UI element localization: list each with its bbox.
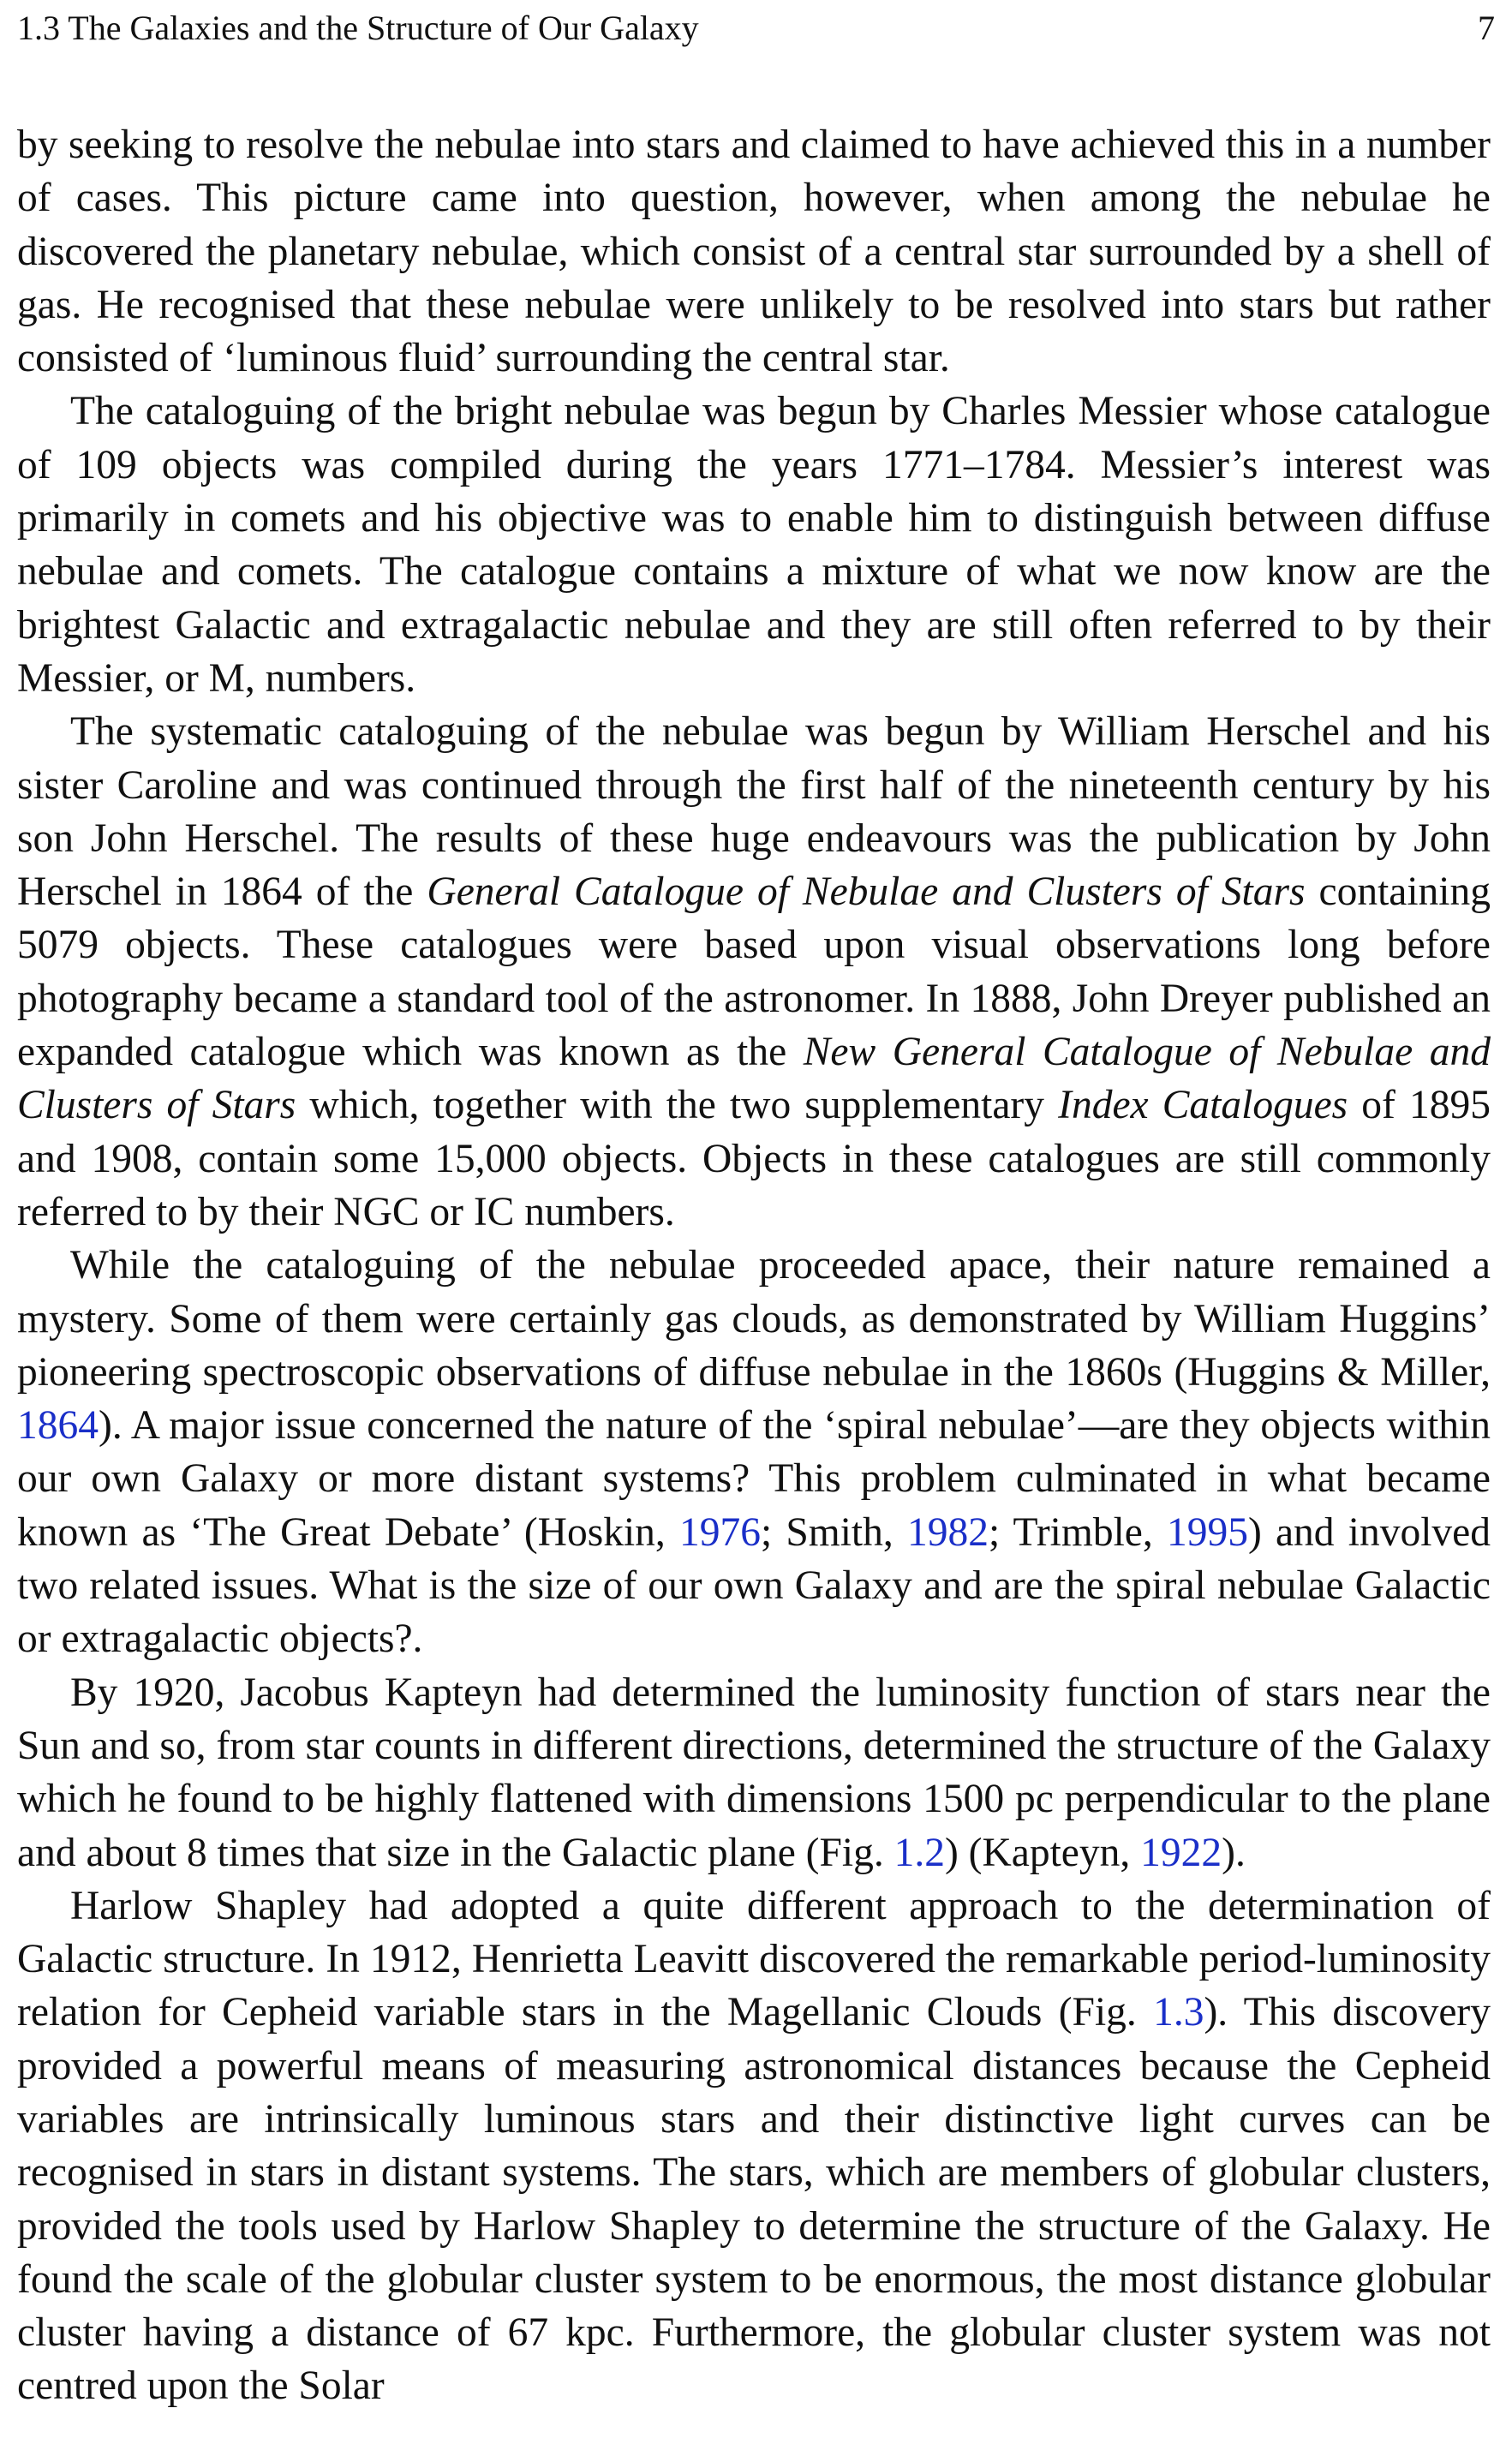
measurement-value: 1500 pc	[923, 1777, 1054, 1822]
measurement-value: 67 kpc	[507, 2310, 625, 2356]
paragraph-herschel-catalogues	[17, 705, 1491, 1239]
figure-link-1-2[interactable]: 1.2	[893, 1830, 945, 1875]
text-run: which, together with the two supplementary	[296, 1083, 1059, 1128]
paragraph-shapley	[17, 1879, 1491, 2413]
figure-link-1-3[interactable]: 1.3	[1153, 1990, 1204, 2035]
text-run: By 1920, Jacobus Kapteyn had determined the luminosity function of stars near the Sun and so, from star counts in different directions, determined the structure of the Galaxy which he found to be highly flattened with dimensions	[17, 1670, 1491, 1822]
paragraph-continuation: by seeking to resolve the nebulae into stars and claimed to have achieved this in a number of cases. This picture came into question, however, when among the nebulae he discovered the planetary nebulae, which consist of a central star surrounded by a shell of gas. He recognised that these nebulae were unlikely to be resolved into stars but rather consisted of ‘luminous fluid’ surrounding the central star.	[17, 122, 1491, 381]
text-run: The systematic cataloguing of the nebulae was begun by William Herschel and his sister Caroline and was continued through the first half of the nineteenth century by his son John Herschel. The results of these huge endeavours was the publication by John Herschel in 1864 of the	[17, 709, 1491, 915]
body-text	[17, 118, 1491, 2413]
section-title: 1.3 The Galaxies and the Structure of Our Galaxy	[17, 9, 699, 47]
citation-link-huggins-1864[interactable]: 1864	[17, 1403, 99, 1449]
citation-link-trimble-1995[interactable]: 1995	[1166, 1509, 1248, 1555]
paragraph-messier: The cataloguing of the bright nebulae was begun by Charles Messier whose catalogue of 109 objects was compiled during the years 1771–1784. Messier’s interest was primarily in comets and his objective was to enable him to distinguish between diffuse nebulae and comets. The catalogue contains a mixture of what we now know are the brightest Galactic and extragalactic nebulae and they are still often referred to by their Messier, or M, numbers.	[17, 389, 1491, 701]
text-run: ). A major issue concerned the nature of the ‘spiral nebulae’—are they objects within our own Galaxy or more distant systems? This problem culminated in what became known as ‘The Great Debate’ (Hoskin,	[17, 1403, 1491, 1555]
text-run: ) and involved two related issues. What is the size of our own Galaxy and are the spiral nebulae Galactic or extragalactic objects?.	[17, 1509, 1491, 1662]
running-head	[17, 7, 1495, 50]
text-run: perpendicular to the plane and about 8 times that size in the Galactic plane (Fig.	[17, 1777, 1491, 1875]
citation-link-kapteyn-1922[interactable]: 1922	[1140, 1830, 1222, 1875]
book-title-general-catalogue: General Catalogue of Nebulae and Clusters of Stars	[427, 869, 1306, 915]
text-run: containing 5079 objects. These catalogues were based upon visual observations long before photography became a standard tool of the astronomer. In 1888, John Dreyer published an expanded catalogue which was known as the	[17, 869, 1491, 1075]
text-run: of 1895 and 1908, contain some 15,000 objects. Objects in these catalogues are still commonly referred to by their NGC or IC numbers.	[17, 1083, 1491, 1234]
text-run: . Furthermore, the globular cluster system was not centred upon the Solar	[17, 2310, 1491, 2409]
page-number: 7	[1478, 9, 1495, 47]
text-run: ). This discovery provided a powerful means of measuring astronomical distances because the Cepheid variables are intrinsically luminous stars and their distinctive light curves can be recognised in stars in distant systems. The stars, which are members of globular clusters, provided the tools used by Harlow Shapley to determine the structure of the Galaxy. He found the scale of the globular cluster system to be enormous, the most distance globular cluster having a distance of	[17, 1990, 1491, 2356]
book-title-new-general-catalogue: New General Catalogue of Nebulae and Clusters of Stars	[17, 1030, 1491, 1128]
citation-link-smith-1982[interactable]: 1982	[906, 1509, 989, 1555]
text-run: ).	[1222, 1830, 1246, 1875]
text-run: ; Trimble,	[988, 1509, 1167, 1555]
citation-link-hoskin-1976[interactable]: 1976	[678, 1509, 761, 1555]
text-run: While the cataloguing of the nebulae proceeded apace, their nature remained a mystery. Some of them were certainly gas clouds, as demonstrated by William Huggins’ pioneering spectroscopic observations of diffuse nebulae in the 1860s (Huggins & Miller,	[17, 1243, 1491, 1395]
text-run: ; Smith,	[760, 1509, 907, 1555]
text-run: Harlow Shapley had adopted a quite different approach to the determination of Galactic structure. In 1912, Henrietta Leavitt discovered the remarkable period-luminosity relation for Cepheid variable stars in the Magellanic Clouds (Fig.	[17, 1883, 1491, 2035]
paragraph-great-debate	[17, 1239, 1491, 1665]
text-run: ) (Kapteyn,	[944, 1830, 1141, 1875]
paragraph-kapteyn	[17, 1666, 1491, 1879]
book-title-index-catalogues: Index Catalogues	[1058, 1083, 1348, 1128]
